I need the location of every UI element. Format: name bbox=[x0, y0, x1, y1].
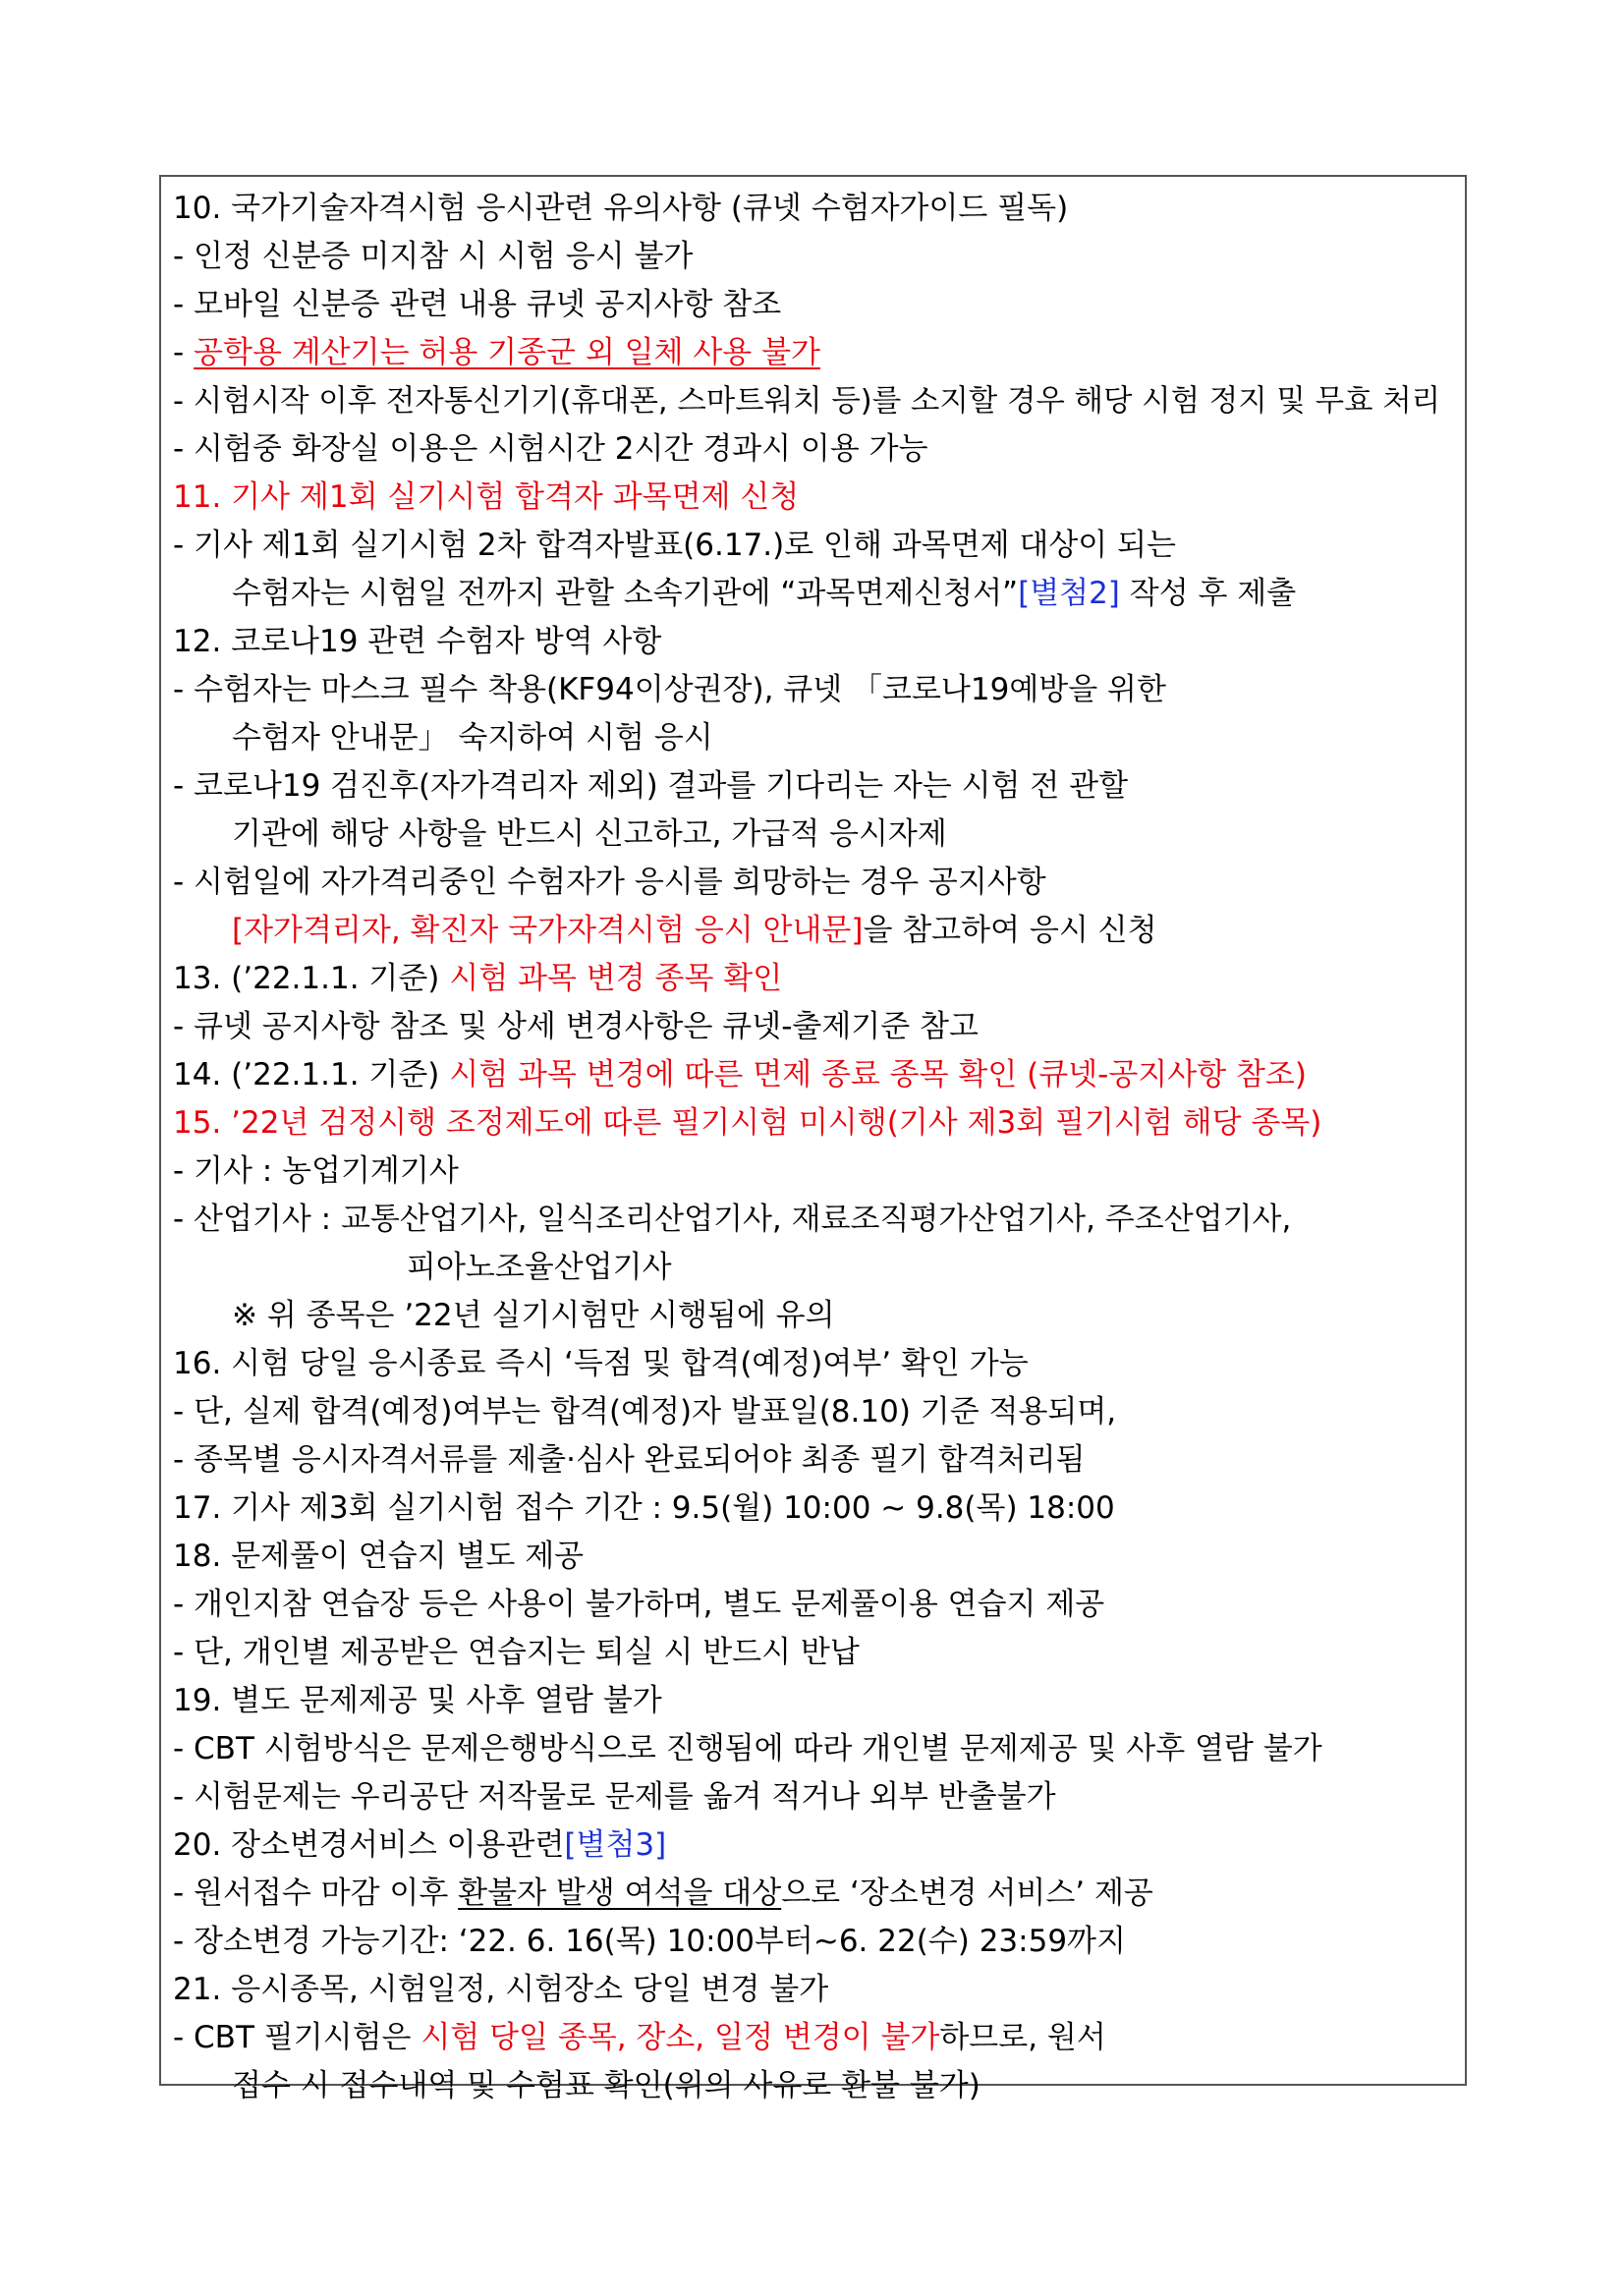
notice-text: 피아노조율산업기사 bbox=[407, 1250, 672, 1285]
notice-text: - 단, 개인별 제공받은 연습지는 퇴실 시 반드시 반납 bbox=[173, 1635, 860, 1670]
notice-text: 16. 시험 당일 응시종료 즉시 ‘득점 및 합격(예정)여부’ 확인 가능 bbox=[173, 1346, 1029, 1381]
notice-line bbox=[173, 859, 1455, 907]
notice-text: - 코로나19 검진후(자가격리자 제외) 결과를 기다리는 자는 시험 전 관할 bbox=[173, 768, 1129, 804]
notice-text: 14. (’22.1.1. 기준) bbox=[173, 1057, 450, 1092]
notice-text: - 시험일에 자가격리중인 수험자가 응시를 희망하는 경우 공지사항 bbox=[173, 865, 1046, 900]
notice-text: - 개인지참 연습장 등은 사용이 불가하며, 별도 문제풀이용 연습지 제공 bbox=[173, 1587, 1105, 1622]
notice-text: 수험자는 시험일 전까지 관할 소속기관에 “과목면제신청서” bbox=[232, 576, 1019, 611]
notice-text: 15. ’22년 검정시행 조정제도에 따른 필기시험 미시행(기사 제3회 필기시험 해당 종목) bbox=[173, 1105, 1322, 1141]
notice-line bbox=[173, 811, 1455, 859]
notice-line bbox=[173, 377, 1455, 425]
notice-text: - 기사 제1회 실기시험 2차 합격자발표(6.17.)로 인해 과목면제 대상이 되는 bbox=[173, 528, 1176, 563]
notice-text: - 모바일 신분증 관련 내용 큐넷 공지사항 참조 bbox=[173, 287, 782, 322]
notice-line bbox=[173, 1966, 1455, 2014]
notice-line bbox=[173, 714, 1455, 762]
notice-text: - 수험자는 마스크 필수 착용(KF94이상권장), 큐넷 「코로나19예방을 위한 bbox=[173, 672, 1166, 707]
notice-line bbox=[173, 1051, 1455, 1099]
notice-line bbox=[173, 570, 1455, 618]
notice-text: - 종목별 응시자격서류를 제출·심사 완료되어야 최종 필기 합격처리됨 bbox=[173, 1442, 1086, 1478]
notice-text: ※ 위 종목은 ’22년 실기시험만 시행됨에 유의 bbox=[232, 1298, 835, 1333]
notice-text: 시험 과목 변경 종목 확인 bbox=[449, 961, 783, 996]
notice-text: 17. 기사 제3회 실기시험 접수 기간 : 9.5(월) 10:00 ~ 9.8(목) 18:00 bbox=[173, 1490, 1115, 1526]
notice-line bbox=[173, 1533, 1455, 1581]
notice-text: - CBT 시험방식은 문제은행방식으로 진행됨에 따라 개인별 문제제공 및 사후 열람 불가 bbox=[173, 1731, 1322, 1766]
notice-text: 13. (’22.1.1. 기준) bbox=[173, 961, 450, 996]
notice-text: 을 참고하여 응시 신청 bbox=[863, 913, 1157, 948]
notice-line bbox=[173, 233, 1455, 281]
notice-text: 19. 별도 문제제공 및 사후 열람 불가 bbox=[173, 1683, 662, 1718]
notice-text: 21. 응시종목, 시험일정, 시험장소 당일 변경 불가 bbox=[173, 1972, 829, 2007]
notice-text: - 시험시작 이후 전자통신기기(휴대폰, 스마트워치 등)를 소지할 경우 해당 시험 정지 및 무효 처리 bbox=[173, 384, 1441, 419]
notice-line bbox=[173, 1340, 1455, 1388]
notice-line bbox=[173, 329, 1455, 377]
notice-line bbox=[173, 1003, 1455, 1051]
notice-text: 으로 ‘장소변경 서비스’ 제공 bbox=[781, 1876, 1153, 1911]
notice-line bbox=[173, 1099, 1455, 1148]
notice-text: 접수 시 접수내역 및 수험표 확인(위의 사유로 환불 불가) bbox=[232, 2068, 980, 2103]
notice-text: [별첨2] bbox=[1018, 576, 1120, 611]
notice-line bbox=[173, 1773, 1455, 1821]
notice-line bbox=[173, 1677, 1455, 1725]
notice-line bbox=[173, 1196, 1455, 1244]
notice-line bbox=[173, 618, 1455, 666]
notice-text: [자가격리자, 확진자 국가자격시험 응시 안내문] bbox=[232, 913, 864, 948]
notice-text: [별첨3] bbox=[564, 1827, 667, 1863]
notice-text: - 단, 실제 합격(예정)여부는 합격(예정)자 발표일(8.10) 기준 적용되며, bbox=[173, 1394, 1117, 1429]
notice-text: 18. 문제풀이 연습지 별도 제공 bbox=[173, 1539, 585, 1574]
notice-text: - 원서접수 마감 이후 bbox=[173, 1876, 459, 1911]
notice-text: 공학용 계산기는 허용 기종군 외 일체 사용 불가 bbox=[194, 335, 820, 370]
notice-line bbox=[173, 474, 1455, 522]
notice-text: - 큐넷 공지사항 참조 및 상세 변경사항은 큐넷-출제기준 참고 bbox=[173, 1009, 979, 1044]
notice-line bbox=[173, 1629, 1455, 1677]
notice-line bbox=[173, 2062, 1455, 2110]
notice-text: - bbox=[173, 335, 195, 370]
notice-text: 시험 당일 종목, 장소, 일정 변경이 불가 bbox=[420, 2020, 940, 2055]
notice-text: 20. 장소변경서비스 이용관련 bbox=[173, 1827, 565, 1863]
notice-line bbox=[173, 1292, 1455, 1340]
notice-line bbox=[173, 1436, 1455, 1484]
notice-text: 환불자 발생 여석을 대상 bbox=[458, 1876, 782, 1911]
notice-line bbox=[173, 666, 1455, 714]
notice-line bbox=[173, 2014, 1455, 2062]
notice-line bbox=[173, 1725, 1455, 1773]
notice-line bbox=[173, 1148, 1455, 1196]
notice-line bbox=[173, 425, 1455, 474]
notice-line bbox=[173, 1244, 1455, 1292]
notice-text: - 산업기사 : 교통산업기사, 일식조리산업기사, 재료조직평가산업기사, 주조산업기사, bbox=[173, 1202, 1292, 1237]
notice-text: 기관에 해당 사항을 반드시 신고하고, 가급적 응시자제 bbox=[232, 816, 947, 852]
notice-line bbox=[173, 1581, 1455, 1629]
notice-line bbox=[173, 1484, 1455, 1533]
notice-text: - 시험문제는 우리공단 저작물로 문제를 옮겨 적거나 외부 반출불가 bbox=[173, 1779, 1056, 1815]
notice-text: - 장소변경 가능기간: ‘22. 6. 16(목) 10:00부터~6. 22(수) 23:59까지 bbox=[173, 1924, 1126, 1959]
notice-text: 시험 과목 변경에 따른 면제 종료 종목 확인 (큐넷-공지사항 참조) bbox=[449, 1057, 1307, 1092]
notice-text: 11. 기사 제1회 실기시험 합격자 과목면제 신청 bbox=[173, 479, 800, 515]
notice-text: - 시험중 화장실 이용은 시험시간 2시간 경과시 이용 가능 bbox=[173, 431, 928, 467]
notice-line bbox=[173, 1388, 1455, 1436]
notice-line bbox=[173, 1821, 1455, 1870]
notice-text: - 기사 : 농업기계기사 bbox=[173, 1153, 459, 1189]
notice-text: - CBT 필기시험은 bbox=[173, 2020, 421, 2055]
notice-line bbox=[173, 907, 1455, 955]
notice-line bbox=[173, 762, 1455, 811]
notice-text: 작성 후 제출 bbox=[1119, 576, 1297, 611]
notice-text: 하므로, 원서 bbox=[939, 2020, 1106, 2055]
notice-text: - 인정 신분증 미지참 시 시험 응시 불가 bbox=[173, 239, 694, 274]
notice-line bbox=[173, 281, 1455, 329]
notice-line bbox=[173, 1870, 1455, 1918]
notice-box bbox=[159, 175, 1467, 2103]
notice-text: 12. 코로나19 관련 수험자 방역 사항 bbox=[173, 624, 662, 659]
notice-line bbox=[173, 185, 1455, 233]
notice-line bbox=[173, 1918, 1455, 1966]
notice-text: 수험자 안내문」 숙지하여 시험 응시 bbox=[232, 720, 713, 756]
notice-line bbox=[173, 955, 1455, 1003]
notice-text: 10. 국가기술자격시험 응시관련 유의사항 (큐넷 수험자가이드 필독) bbox=[173, 191, 1069, 226]
notice-line bbox=[173, 522, 1455, 570]
